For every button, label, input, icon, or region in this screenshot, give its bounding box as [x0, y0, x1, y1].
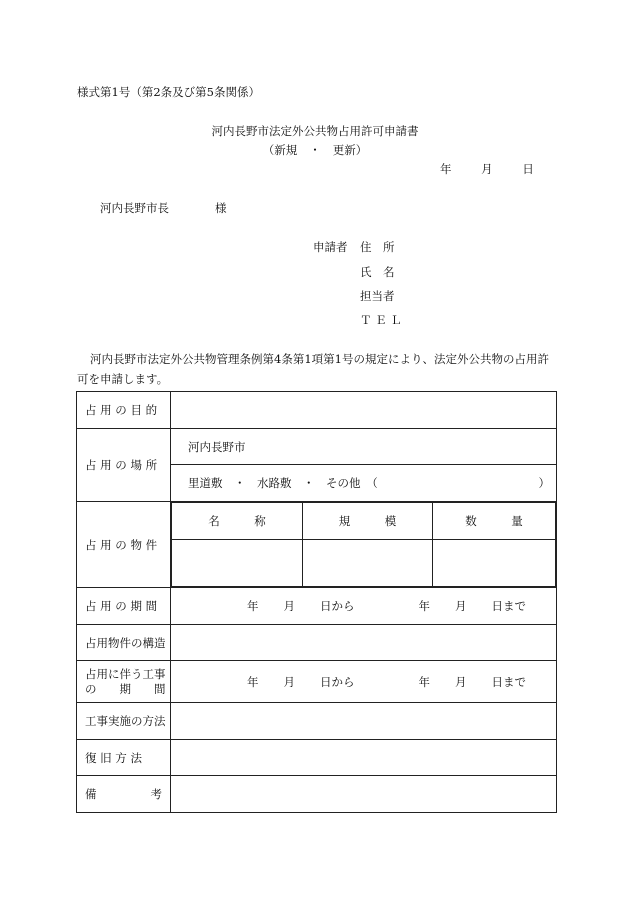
work-month-to: 月	[455, 674, 467, 689]
work-day-to: 日まで	[491, 674, 526, 689]
location-label: 占 用 の 場 所	[77, 429, 171, 502]
method-label: 工事実施の方法	[77, 703, 171, 740]
work-day-from: 日から	[320, 674, 355, 689]
applicant-name-label: 氏 名	[360, 265, 395, 279]
purpose-field[interactable]	[171, 392, 557, 429]
work-year-to: 年	[418, 674, 430, 689]
location-close-paren: ）	[538, 476, 550, 490]
row-remarks	[77, 776, 557, 813]
work-year-from: 年	[247, 674, 259, 689]
period-month-from: 月	[283, 599, 295, 613]
applicant-label: 申請者	[313, 240, 348, 254]
application-form-table	[76, 391, 557, 813]
object-scale-field[interactable]	[303, 540, 433, 587]
location-types-text: 里道敷 ・ 水路敷 ・ その他 （	[188, 476, 378, 490]
date-year: 年	[440, 162, 452, 176]
remarks-label	[77, 776, 171, 813]
period-day-to: 日まで	[491, 599, 526, 613]
period-label: 占 用 の 期 間	[77, 588, 171, 625]
applicant-tel-label: Ｔ Ｅ Ｌ	[360, 313, 402, 327]
object-col-scale: 規 模	[303, 503, 433, 540]
addressee	[100, 200, 227, 216]
addressee-name: 河内長野市長	[100, 201, 169, 215]
row-object	[77, 502, 557, 588]
addressee-honorific: 様	[215, 201, 227, 215]
row-period	[77, 588, 557, 625]
document-subtitle	[0, 142, 630, 158]
row-structure	[77, 625, 557, 661]
restore-label: 復 旧 方 法	[77, 740, 171, 776]
period-year-to: 年	[418, 599, 430, 613]
object-quantity-field[interactable]	[433, 540, 556, 587]
work-period-label-line2: の 期 間	[85, 681, 166, 696]
subtitle-dot: ・	[309, 143, 321, 157]
remarks-label-b: 考	[150, 787, 162, 801]
applicant-contact-label: 担当者	[360, 289, 395, 303]
application-statement: 河内長野市法定外公共物管理条例第4条第1項第1号の規定により、法定外公共物の占用許可を申請します。	[77, 352, 549, 386]
subtitle-new: （新規	[262, 143, 298, 157]
date-month: 月	[481, 162, 493, 176]
subtitle-renew: 更新）	[332, 143, 368, 157]
row-restore	[77, 740, 557, 776]
row-method	[77, 703, 557, 740]
purpose-label: 占 用 の 目 的	[77, 392, 171, 429]
location-types[interactable]	[171, 465, 557, 502]
object-value-row	[172, 540, 556, 587]
location-city[interactable]: 河内長野市	[171, 429, 557, 465]
remarks-field[interactable]	[171, 776, 557, 813]
date-line	[440, 161, 534, 177]
method-field[interactable]	[171, 703, 557, 740]
object-header-row	[172, 503, 556, 540]
object-col-name: 名 称	[172, 503, 303, 540]
restore-field[interactable]	[171, 740, 557, 776]
row-location-city	[77, 429, 557, 465]
work-period-label-line1: 占用に伴う工事	[85, 666, 166, 681]
structure-label: 占用物件の構造	[77, 625, 171, 661]
work-period-field[interactable]	[171, 661, 557, 703]
row-work-period	[77, 661, 557, 703]
date-day: 日	[522, 162, 534, 176]
period-field[interactable]	[171, 588, 557, 625]
object-name-field[interactable]	[172, 540, 303, 587]
applicant-address-label: 住 所	[360, 240, 395, 254]
remarks-label-a: 備	[85, 787, 97, 801]
form-number: 様式第1号（第2条及び第5条関係）	[77, 85, 260, 99]
work-month-from: 月	[283, 674, 295, 689]
object-col-quantity: 数 量	[433, 503, 556, 540]
structure-field[interactable]	[171, 625, 557, 661]
document-title: 河内長野市法定外公共物占用許可申請書	[211, 124, 419, 138]
row-purpose	[77, 392, 557, 429]
object-label: 占 用 の 物 件	[77, 502, 171, 588]
period-year-from: 年	[247, 599, 259, 613]
object-subtable	[171, 502, 556, 587]
period-month-to: 月	[455, 599, 467, 613]
work-period-label	[77, 661, 171, 703]
object-cell	[171, 502, 557, 588]
period-day-from: 日から	[320, 599, 355, 613]
